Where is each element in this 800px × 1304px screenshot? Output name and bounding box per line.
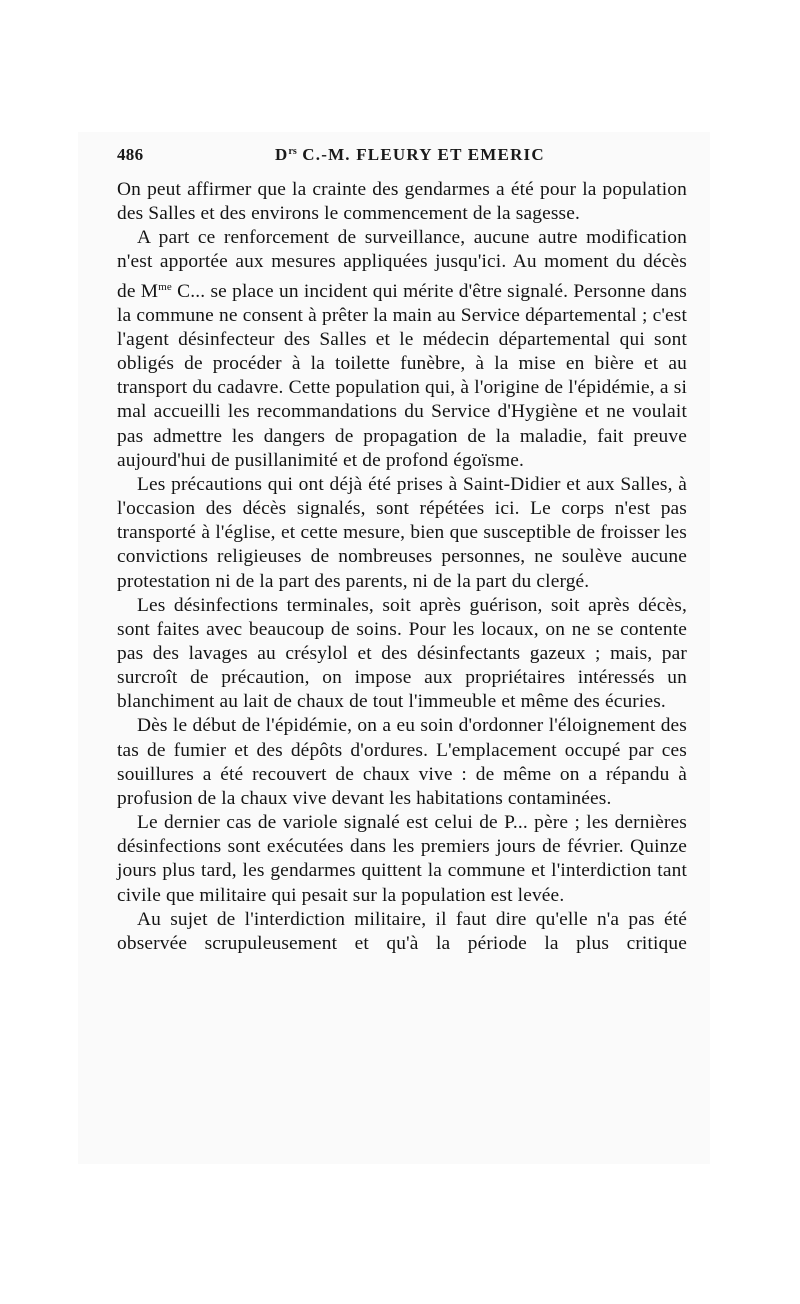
body-text <box>117 178 687 956</box>
paragraph-1: On peut affirmer que la crainte des gendarmes a été pour la population des Salles et des environs le commencement de la sagesse. <box>117 179 687 225</box>
paragraph-2-part-1: A part ce renforcement de surveillance, aucune autre modification n'est apportée aux mesures appliquées jusqu'ici. Au moment du décès de M <box>117 227 687 302</box>
paragraph-5: Dès le début de l'épidémie, on a eu soin d'ordonner l'éloignement des tas de fumier et des dépôts d'ordures. L'emplacement occupé par ces souillures a été recouvert de chaux vive : de même on a répandu à profusion de la chaux vive devant les habitations contaminées. <box>117 715 687 809</box>
paragraph-7: Au sujet de l'interdiction militaire, il faut dire qu'elle n'a pas été observée scrupuleusement et qu'à la période la plus critique <box>117 908 687 954</box>
paragraph-2 <box>117 226 687 473</box>
paragraph-4: Les désinfections terminales, soit après guérison, soit après décès, sont faites avec beaucoup de soins. Pour les locaux, on ne se contente pas des lavages au crésylol et des désinfectants gazeux ; mais, par surcroît de précaution, on impose aux propriétaires intéressés un blanchiment au lait de chaux de tout l'immeuble et même des écuries. <box>117 594 687 713</box>
paragraph-2-part-2: C... se place un incident qui mérite d'être signalé. Personne dans la commune ne consent à prêter la main au Service départemental ; c'est l'agent désinfecteur des Salles et le médecin départemental qui sont obligés de procéder à la toilette funèbre, à la mise en bière et au transport du cadavre. Cette population qui, à l'origine de l'épidémie, a si mal accueilli les recommandations du Service d'Hygiène et ne voulait pas admettre les dangers de propagation de la maladie, fait preuve aujourd'hui de pusillanimité et de profond égoïsme. <box>117 280 687 471</box>
running-title-prefix: D <box>275 145 289 164</box>
paragraph-3: Les précautions qui ont déjà été prises à Saint-Didier et aux Salles, à l'occasion des décès signalés, sont répétées ici. Le corps n'est pas transporté à l'église, et cette mesure, bien que susceptible de froisser les convictions religieuses de nombreuses personnes, ne soulève aucune protestation ni de la part des parents, ni de la part du clergé. <box>117 473 687 592</box>
running-title-superscript: rs <box>288 146 297 157</box>
paragraph-2-superscript: me <box>158 280 172 293</box>
running-title-authors: C.-M. FLEURY ET EMERIC <box>296 145 545 164</box>
paragraph-6: Le dernier cas de variole signalé est celui de P... père ; les dernières désinfections sont exécutées dans les premiers jours de février. Quinze jours plus tard, les gendarmes quittent la commune et l'interdiction tant civile que militaire qui pesait sur la population est levée. <box>117 812 687 906</box>
running-title <box>275 145 545 165</box>
page-number: 486 <box>117 145 144 164</box>
page-header <box>117 143 687 171</box>
